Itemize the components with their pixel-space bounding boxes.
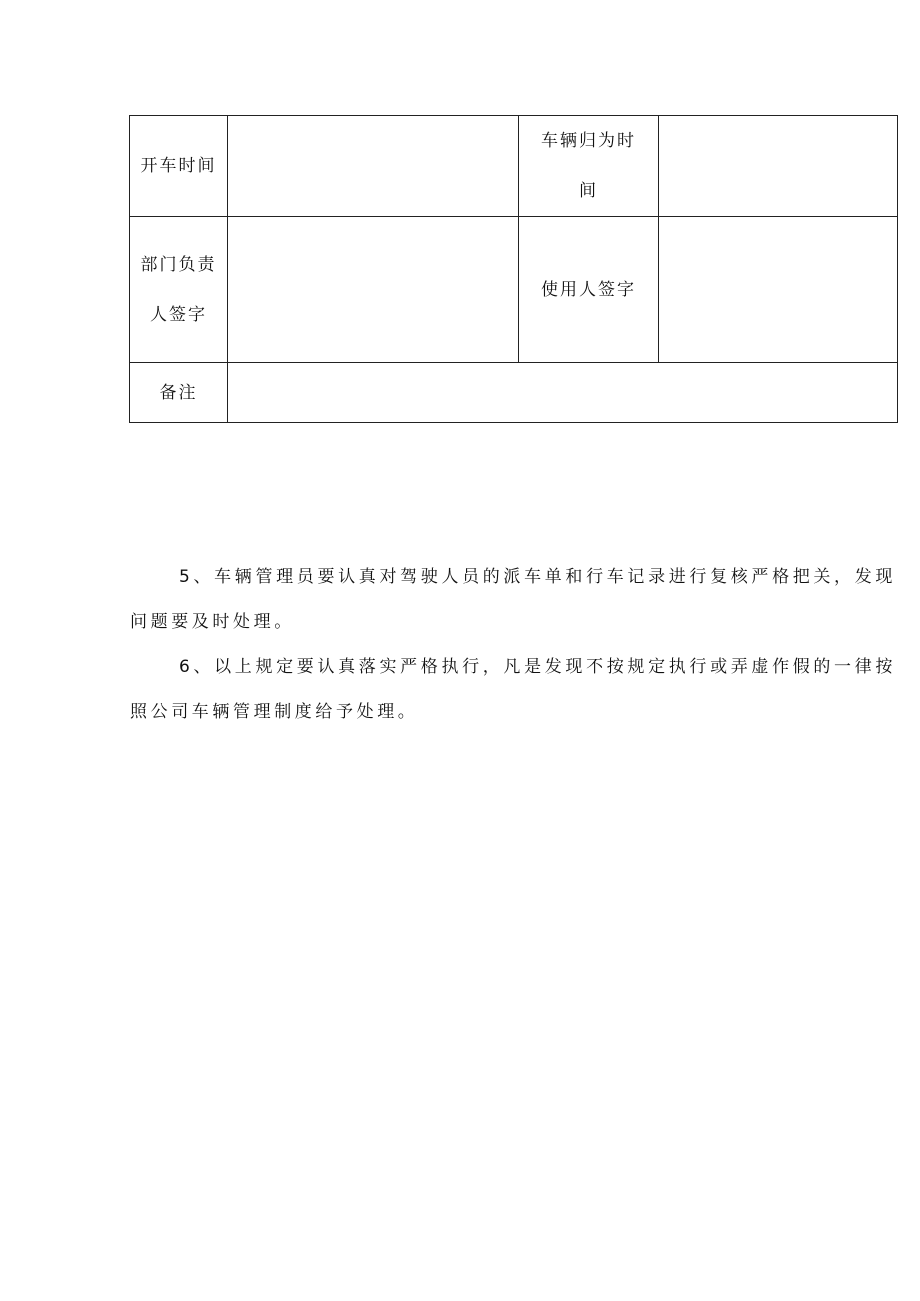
start-time-value-cell[interactable] xyxy=(228,116,519,217)
user-sign-value-cell[interactable] xyxy=(659,217,898,363)
return-time-label-cell xyxy=(519,116,659,217)
start-time-label: 开车时间 xyxy=(140,156,217,176)
return-time-label: 车辆归为时间 xyxy=(541,131,636,201)
dept-head-sign-label-cell xyxy=(130,217,228,363)
user-sign-label: 使用人签字 xyxy=(541,279,636,300)
remarks-label-cell xyxy=(130,363,228,423)
rule-item-6: 6、以上规定要认真落实严格执行，凡是发现不按规定执行或弄虚作假的一律按照公司车辆管理制度给予处理。 xyxy=(130,657,896,722)
form-row-signatures xyxy=(130,217,898,363)
dept-head-sign-value-cell[interactable] xyxy=(228,217,519,363)
remarks-value-cell[interactable] xyxy=(228,363,898,423)
remarks-label: 备注 xyxy=(159,382,198,403)
return-time-value-cell[interactable] xyxy=(659,116,898,217)
rule-item-5: 5、车辆管理员要认真对驾驶人员的派车单和行车记录进行复核严格把关，发现问题要及时处理。 xyxy=(130,567,896,632)
form-row-remarks xyxy=(130,363,898,423)
vehicle-dispatch-form-table xyxy=(129,115,898,423)
dept-head-sign-label: 部门负责人签字 xyxy=(140,254,217,325)
user-sign-label-cell xyxy=(519,217,659,363)
rules-paragraphs xyxy=(130,555,896,735)
start-time-label-cell xyxy=(130,116,228,217)
form-row-start-time xyxy=(130,116,898,217)
